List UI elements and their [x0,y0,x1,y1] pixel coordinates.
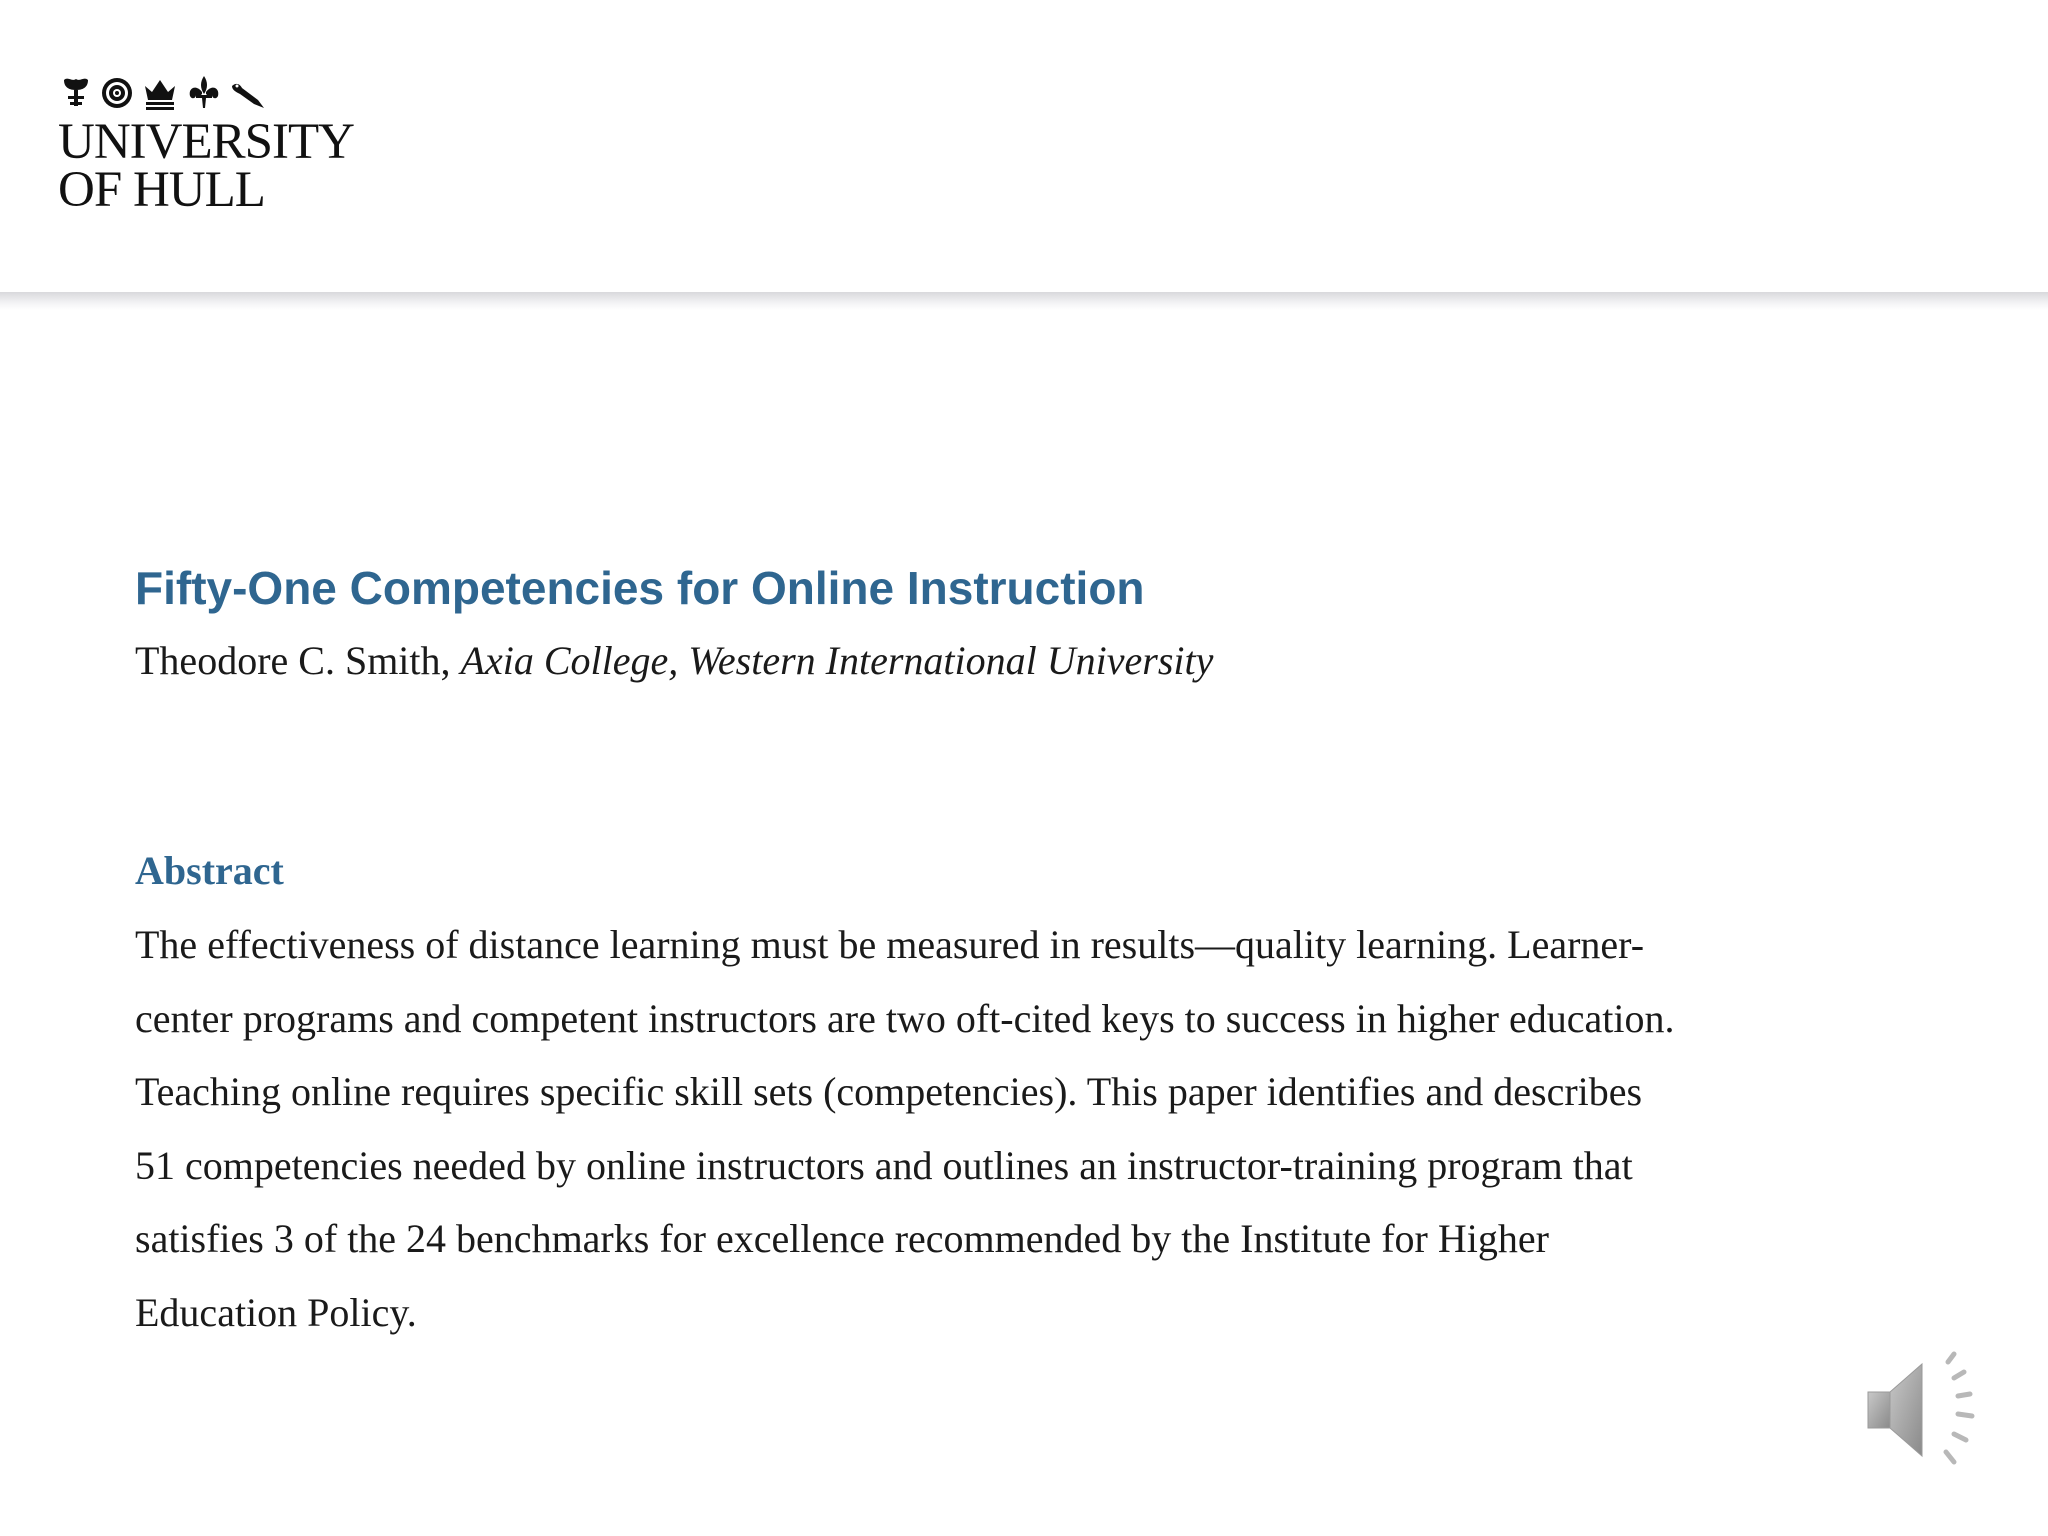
university-logo [58,68,354,218]
speaker-icon [1860,1350,2000,1480]
header-divider [0,292,2048,310]
crown-icon [142,76,178,110]
abstract-line: 51 competencies needed by online instructors and outlines an instructor-training program that [135,1142,1633,1188]
bird-icon [230,80,266,110]
fleur-de-lis-icon [186,74,222,110]
author-affiliation: Axia College, Western International University [460,638,1214,683]
header [0,0,2048,292]
paper-excerpt [135,560,1895,1349]
rose-icon [100,76,134,110]
abstract-line: Education Policy. [135,1289,417,1335]
abstract-line: The effectiveness of distance learning must be measured in results—quality learning. Learner- [135,922,1645,967]
tudor-rose-icon [60,76,92,110]
abstract-line: satisfies 3 of the 24 benchmarks for excellence recommended by the Institute for Higher [135,1216,1549,1261]
abstract-body [135,908,1895,1349]
logo-line-1: UNIVERSITY [58,114,354,170]
abstract-line: center programs and competent instructors are two oft-cited keys to success in higher education. [135,995,1675,1041]
logo-wordmark [58,114,354,218]
paper-title: Fifty-One Competencies for Online Instruction [135,562,1145,614]
byline [135,636,1895,686]
abstract-line: Teaching online requires specific skill sets (competencies). This paper identifies and describes [135,1069,1643,1114]
logo-line-2: OF HULL [58,162,265,218]
abstract-heading: Abstract [135,848,284,893]
author-name: Theodore C. Smith, [135,638,451,683]
audio-speaker-button[interactable] [1860,1350,2000,1480]
crest-row [60,68,354,110]
